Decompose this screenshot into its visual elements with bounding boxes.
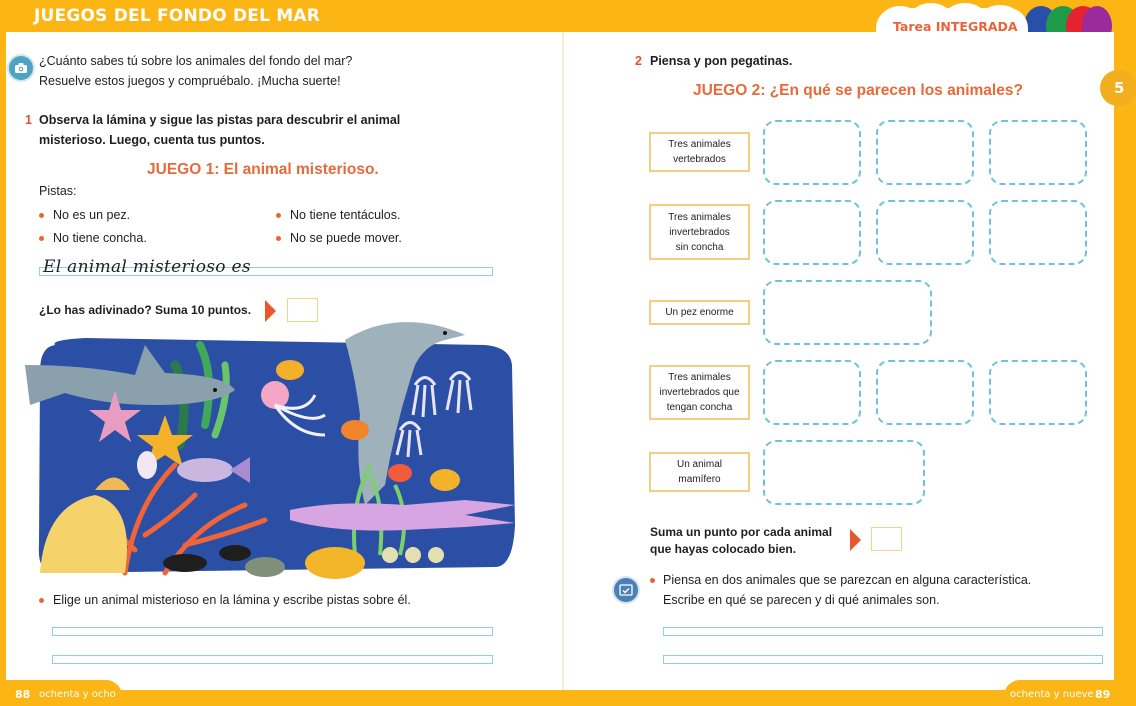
extra-task-right-line-1: Piensa en dos animales que se parezcan en alguna característica. xyxy=(663,573,1032,587)
game-1-title: JUEGO 1: El animal misterioso. xyxy=(147,161,379,178)
clue-2: No tiene concha. xyxy=(53,231,147,245)
fish-orange-2 xyxy=(388,464,412,482)
tab-base xyxy=(1018,32,1114,48)
page-title: JUEGOS DEL FONDO DEL MAR xyxy=(34,6,320,26)
score-prompt-2-line-1: Suma un punto por cada animal xyxy=(650,525,833,539)
sticker-slot[interactable] xyxy=(989,120,1087,185)
clues-label: Pistas: xyxy=(39,184,77,198)
page-number-left: 88 xyxy=(15,688,31,701)
bullet xyxy=(276,213,281,218)
clam xyxy=(428,547,444,563)
footer-bar xyxy=(0,690,1122,706)
label-line: tengan concha xyxy=(666,402,733,413)
write-line-left-2[interactable] xyxy=(52,655,493,664)
category-label-mamifero xyxy=(649,452,750,492)
answer-prompt: El animal misterioso es xyxy=(43,257,251,277)
checkbox-window-icon[interactable] xyxy=(614,578,638,602)
unit-number: 5 xyxy=(1114,79,1125,97)
extra-task-left: Elige un animal misterioso en la lámina y escribe pistas sobre él. xyxy=(53,593,411,607)
clue-1: No es un pez. xyxy=(53,208,131,222)
score-box-2[interactable] xyxy=(871,527,902,551)
sticker-slot-large[interactable] xyxy=(763,440,925,505)
label-line: Un animal xyxy=(676,459,723,470)
page-words-right: ochenta y nueve xyxy=(1010,689,1094,700)
tarea-integrada-label: Tarea INTEGRADA xyxy=(893,19,1018,34)
label-line: mamífero xyxy=(678,474,721,485)
write-line-right-1[interactable] xyxy=(663,627,1103,636)
fish-striped xyxy=(276,360,304,380)
clam xyxy=(382,547,398,563)
bullet xyxy=(39,598,44,603)
shark-eye xyxy=(213,388,217,392)
dolphin-eye xyxy=(443,331,447,335)
activity-1-line-1: Observa la lámina y sigue las pistas para descubrir el animal xyxy=(39,113,401,127)
fish-yellow-dots xyxy=(430,469,460,491)
clue-4: No se puede mover. xyxy=(290,231,402,245)
label-line: invertebrados xyxy=(669,226,730,238)
bullet xyxy=(276,236,281,241)
rock xyxy=(245,557,285,577)
intro-line-1: ¿Cuánto sabes tú sobre los animales del fondo del mar? xyxy=(39,54,353,68)
mussel xyxy=(219,545,251,561)
bullet xyxy=(39,236,44,241)
sticker-slot[interactable] xyxy=(876,360,974,425)
label-line: invertebrados que xyxy=(659,387,740,398)
label-line: Tres animales xyxy=(668,372,731,383)
mussel xyxy=(163,554,207,572)
category-label-invertebrados-con-concha xyxy=(649,365,750,420)
page-words-left: ochenta y ocho xyxy=(39,689,116,700)
extra-task-right-line-2: Escribe en qué se parecen y di qué animales son. xyxy=(663,593,940,607)
sticker-slot[interactable] xyxy=(989,360,1087,425)
sticker-slot[interactable] xyxy=(876,200,974,265)
score-arrow-icon xyxy=(850,529,861,551)
page-number-right: 89 xyxy=(1095,688,1111,701)
sticker-slot[interactable] xyxy=(876,120,974,185)
sticker-slot[interactable] xyxy=(763,120,861,185)
label-line: Tres animales xyxy=(668,139,731,150)
octopus-head xyxy=(261,381,289,409)
worm xyxy=(137,451,157,479)
intro-line-2: Resuelve estos juegos y compruébalo. ¡Mucha suerte! xyxy=(39,74,341,88)
category-label-vertebrados xyxy=(649,132,750,172)
fish-lilac xyxy=(177,458,233,482)
camera-icon[interactable] xyxy=(9,56,33,80)
label-line: Tres animales xyxy=(668,211,731,223)
sticker-slot-large[interactable] xyxy=(763,280,932,345)
sponge-yellow xyxy=(305,547,365,579)
sticker-slot[interactable] xyxy=(763,200,861,265)
clue-3: No tiene tentáculos. xyxy=(290,208,401,222)
label-line: sin concha xyxy=(675,241,724,253)
sticker-slot[interactable] xyxy=(989,200,1087,265)
activity-2-text: Piensa y pon pegatinas. xyxy=(650,54,793,68)
bullet xyxy=(650,578,655,583)
sea-illustration xyxy=(25,305,525,580)
category-label-invertebrados-sin-concha xyxy=(649,204,750,260)
category-label-pez-enorme xyxy=(649,300,750,325)
page-gutter xyxy=(562,32,564,690)
activity-1-number: 1 xyxy=(25,113,32,127)
label-line: vertebrados xyxy=(673,154,726,165)
bullet xyxy=(39,213,44,218)
write-line-left-1[interactable] xyxy=(52,627,493,636)
score-prompt-1: ¿Lo has adivinado? Suma 10 puntos. xyxy=(39,303,252,317)
activity-1-line-2: misterioso. Luego, cuenta tus puntos. xyxy=(39,133,265,147)
game-2-title: JUEGO 2: ¿En qué se parecen los animales? xyxy=(693,82,1023,99)
fish-orange xyxy=(341,420,369,440)
score-prompt-2-line-2: que hayas colocado bien. xyxy=(650,542,797,556)
sticker-slot[interactable] xyxy=(763,360,861,425)
clam xyxy=(405,547,421,563)
write-line-right-2[interactable] xyxy=(663,655,1103,664)
label-line: Un pez enorme xyxy=(665,307,734,318)
activity-2-number: 2 xyxy=(635,54,642,68)
